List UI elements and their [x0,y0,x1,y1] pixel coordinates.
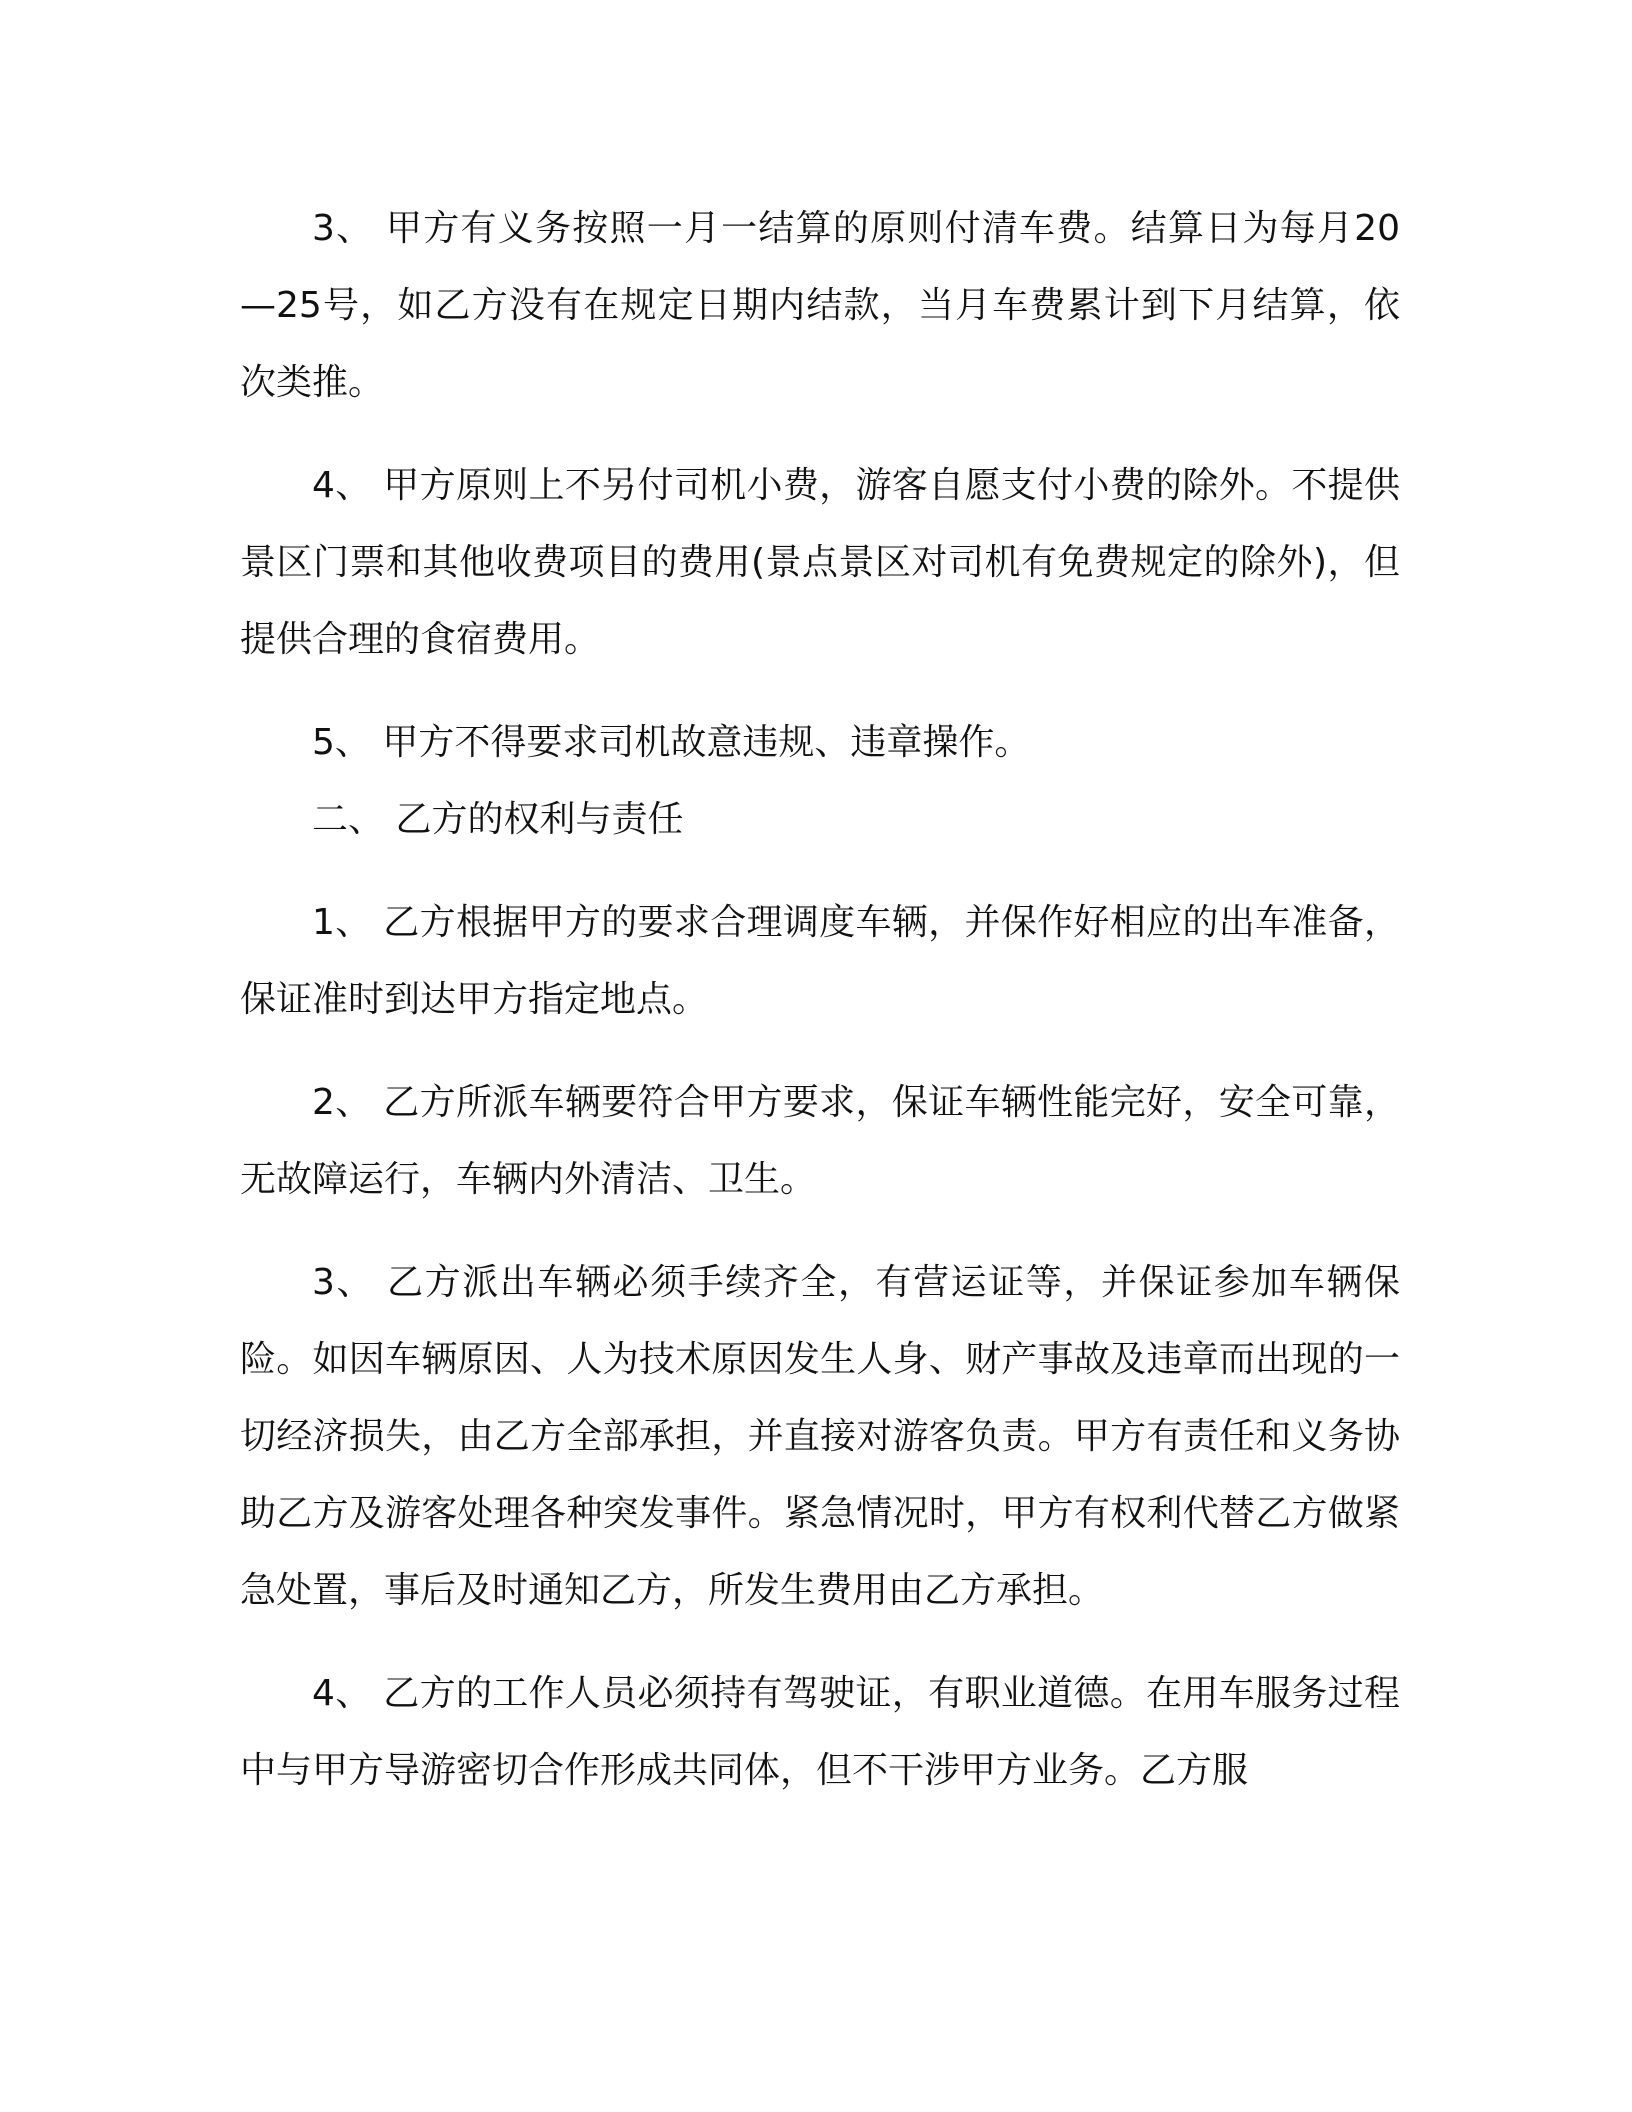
document-body [240,190,1400,1809]
clause-a5-no-violations: 5、 甲方不得要求司机故意违规、违章操作。 [312,722,1031,763]
section-heading-party-b: 二、 乙方的权利与责任 [312,799,684,840]
clause-a3-settlement: 3、 甲方有义务按照一月一结算的原则付清车费。结算日为每月20—25号，如乙方没有在规定日期内结款，当月车费累计到下月结算，依次类推。 [240,208,1400,403]
clause-b2-vehicle-condition: 2、 乙方所派车辆要符合甲方要求，保证车辆性能完好，安全可靠，无故障运行，车辆内外清洁、卫生。 [240,1082,1400,1200]
clause-a4-tips-and-fees: 4、 甲方原则上不另付司机小费，游客自愿支付小费的除外。不提供景区门票和其他收费项目的费用(景点景区对司机有免费规定的除外)，但提供合理的食宿费用。 [240,465,1400,660]
clause-b1-dispatch: 1、 乙方根据甲方的要求合理调度车辆，并保作好相应的出车准备，保证准时到达甲方指定地点。 [240,902,1400,1020]
clause-b4-staff-requirements: 4、 乙方的工作人员必须持有驾驶证，有职业道德。在用车服务过程中与甲方导游密切合作形成共同体，但不干涉甲方业务。乙方服 [240,1673,1400,1791]
clause-b3-insurance-liability: 3、 乙方派出车辆必须手续齐全，有营运证等，并保证参加车辆保险。如因车辆原因、人为技术原因发生人身、财产事故及违章而出现的一切经济损失，由乙方全部承担，并直接对游客负责。甲方有责任和义务协助乙方及游客处理各种突发事件。紧急情况时，甲方有权利代替乙方做紧急处置，事后及时通知乙方，所发生费用由乙方承担。 [240,1262,1400,1611]
